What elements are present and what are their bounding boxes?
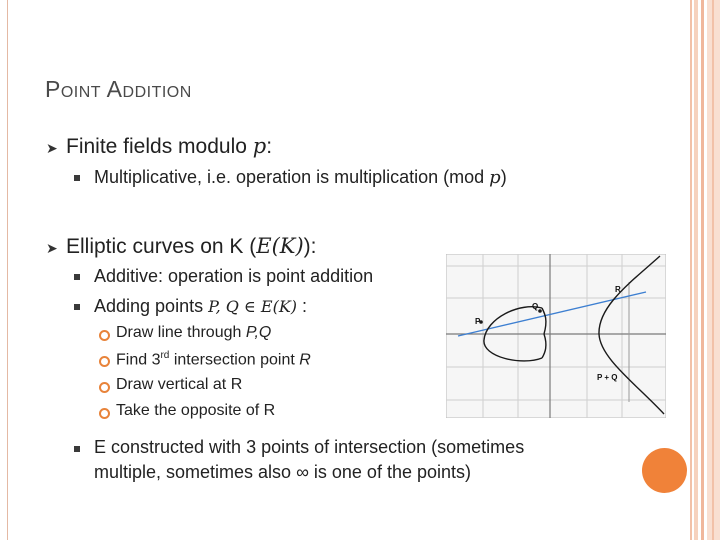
square-bullet-icon: [74, 304, 80, 310]
sub-bullet-adding-points: [94, 296, 307, 317]
circle-bullet-icon: [99, 382, 110, 393]
point-q-marker: [538, 309, 542, 313]
square-bullet-icon: [74, 175, 80, 181]
bullet-finite-fields: [66, 134, 272, 159]
slide-title: Point Addition: [45, 76, 192, 102]
arrow-bullet-icon: ➤: [46, 140, 58, 156]
step-text: intersection point: [169, 351, 300, 369]
bullet-var: p: [252, 134, 267, 158]
square-bullet-icon: [74, 274, 80, 280]
step-text: Find 3: [116, 351, 161, 369]
label-r: R: [615, 285, 621, 294]
square-bullet-icon: [74, 446, 80, 452]
arrow-bullet-icon: ➤: [46, 240, 58, 256]
circle-bullet-icon: [99, 408, 110, 419]
sub-bullet-text: Multiplicative, i.e. operation is multiplication (mod: [94, 167, 490, 187]
sub-bullet-additive: Additive: operation is point addition: [94, 266, 374, 286]
step-sup: rd: [160, 350, 170, 361]
bullet-suffix: :: [266, 135, 273, 158]
sub-bullet-math: P, Q ∈ E(K): [208, 297, 298, 316]
sub-bullet-suffix: :: [297, 296, 308, 316]
step-find-third: [116, 350, 311, 369]
circle-bullet-icon: [99, 356, 110, 367]
bullet-text: Finite fields modulo: [66, 135, 253, 158]
bullet-math: E(K): [256, 234, 304, 258]
bullet-text: Elliptic curves on K (: [66, 235, 257, 258]
sub-bullet-text: Adding points: [94, 296, 209, 316]
sub-bullet-e-constructed-line1: E constructed with 3 points of intersection (sometimes: [94, 437, 525, 457]
right-decor-stripe: [712, 0, 714, 540]
sub-bullet-suffix: ): [500, 167, 507, 187]
right-decor-stripe: [690, 0, 692, 540]
step-take-opposite: Take the opposite of R: [116, 402, 276, 419]
left-margin-line: [7, 0, 8, 540]
step-draw-vertical: Draw vertical at R: [116, 376, 243, 393]
bullet-suffix: ):: [303, 235, 317, 258]
bullet-elliptic-curves: [66, 234, 316, 259]
elliptic-curve-figure: [446, 254, 666, 418]
step-var: P,Q: [245, 324, 272, 341]
right-decor-stripe: [694, 0, 698, 540]
sub-bullet-var: p: [489, 167, 501, 188]
sub-bullet-multiplicative: [94, 167, 507, 188]
step-var: R: [299, 351, 311, 369]
decorative-orange-circle: [642, 448, 687, 493]
step-draw-line: [116, 324, 271, 342]
sub-bullet-e-constructed-line2: multiple, sometimes also ∞ is one of the points): [94, 462, 471, 482]
right-decor-stripe: [701, 0, 704, 540]
label-p-plus-q: P + Q: [597, 373, 618, 382]
figure-background: [446, 254, 666, 418]
label-q: Q: [532, 302, 539, 311]
label-p: P: [475, 317, 481, 326]
circle-bullet-icon: [99, 330, 110, 341]
step-text: Draw line through: [116, 324, 246, 341]
